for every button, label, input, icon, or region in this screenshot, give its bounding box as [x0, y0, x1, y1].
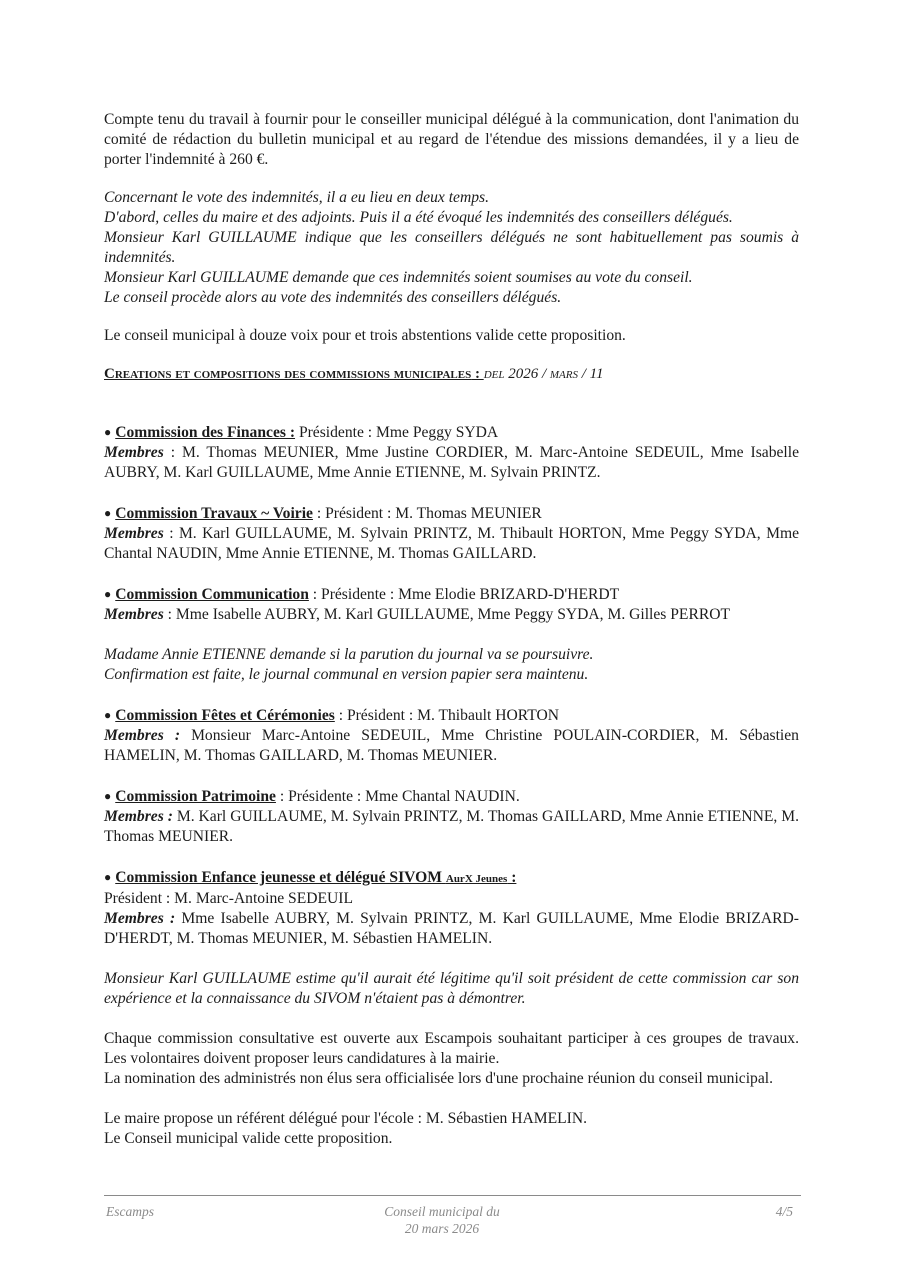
footer-center	[342, 1203, 542, 1237]
membres-label: Membres :	[104, 910, 176, 927]
membres-label: Membres	[104, 525, 164, 542]
bullet-icon: ●	[104, 425, 112, 439]
journal-note: Confirmation est faite, le journal communal en version papier sera maintenu.	[104, 666, 589, 683]
commission-travaux	[104, 503, 799, 564]
commission-title: Commission Patrimoine	[115, 788, 276, 805]
bullet-icon: ●	[104, 870, 112, 884]
indemnity-paragraph: Compte tenu du travail à fournir pour le conseiller municipal délégué à la communication, dont l'animation du comité de rédaction du bulletin municipal et au regard de l'étendue des missions demandées, il y a lieu de porter l'indemnité à 260 €.	[104, 111, 799, 168]
vote-note: Concernant le vote des indemnités, il a eu lieu en deux temps.	[104, 189, 489, 206]
membres-label: Membres	[104, 444, 164, 461]
guillaume-note: Monsieur Karl GUILLAUME estime qu'il aurait été légitime qu'il soit président de cette commission car son expérience et la connaissance du SIVOM n'étaient pas à démontrer.	[104, 970, 799, 1007]
membres-list: Mme Isabelle AUBRY, M. Sylvain PRINTZ, M. Karl GUILLAUME, Mme Elodie BRIZARD-D'HERDT, M. Thomas MEUNIER, M. Sébastien HAMELIN.	[104, 910, 799, 947]
commission-subtitle: AurX Jeunes	[445, 873, 508, 885]
journal-notes	[104, 645, 799, 685]
commission-finances	[104, 422, 799, 483]
page-number: 4/5	[775, 1204, 793, 1219]
commission-fetes	[104, 705, 799, 766]
vote-result: Le conseil municipal à douze voix pour et trois abstentions valide cette proposition.	[104, 327, 626, 344]
commission-title: Commission Fêtes et Cérémonies	[115, 707, 335, 724]
referent-line: Le Conseil municipal valide cette proposition.	[104, 1130, 393, 1147]
vote-note: D'abord, celles du maire et des adjoints. Puis il a été évoqué les indemnités des conseillers délégués.	[104, 209, 733, 226]
commission-title-end: :	[507, 869, 517, 886]
bullet-icon: ●	[104, 587, 112, 601]
commission-title: Commission des Finances :	[115, 424, 296, 441]
journal-note: Madame Annie ETIENNE demande si la parution du journal va se poursuivre.	[104, 646, 594, 663]
commission-head: : Présidente : Mme Chantal NAUDIN.	[275, 788, 520, 805]
closing-paragraph	[104, 1029, 799, 1089]
membres-list: : M. Karl GUILLAUME, M. Sylvain PRINTZ, M. Thibault HORTON, Mme Peggy SYDA, Mme Chantal NAUDIN, Mme Annie ETIENNE, M. Thomas GAILLARD.	[104, 525, 799, 562]
membres-list: Monsieur Marc-Antoine SEDEUIL, Mme Christine POULAIN-CORDIER, M. Sébastien HAMELIN, M. Thomas GAILLARD, M. Thomas MEUNIER.	[104, 727, 799, 764]
commission-enfance	[104, 867, 799, 949]
commission-title: Commission Enfance jeunesse et délégué SIVOM	[115, 869, 442, 886]
commission-head: : Président : M. Thomas MEUNIER	[312, 505, 542, 522]
membres-label: Membres :	[104, 727, 181, 744]
vote-notes	[104, 188, 799, 308]
section-colon: :	[471, 366, 484, 382]
vote-note: Le conseil procède alors au vote des indemnités des conseillers délégués.	[104, 289, 562, 306]
deliberation-ref: del 2026 / mars / 11	[483, 366, 604, 382]
commission-head: : Président : M. Thibault HORTON	[334, 707, 559, 724]
commission-title: Commission Communication	[115, 586, 309, 603]
footer-divider	[104, 1195, 801, 1196]
vote-note: Monsieur Karl GUILLAUME indique que les conseillers délégués ne sont habituellement pas soumis à indemnités.	[104, 229, 799, 266]
commission-head: : Présidente : Mme Elodie BRIZARD-D'HERDT	[308, 586, 620, 603]
vote-note: Monsieur Karl GUILLAUME demande que ces indemnités soient soumises au vote du conseil.	[104, 269, 693, 286]
commission-patrimoine	[104, 786, 799, 847]
section-heading	[104, 364, 799, 384]
membres-label: Membres	[104, 606, 164, 623]
section-title: Creations et compositions des commissions municipales	[104, 366, 472, 382]
footer-center-line: Conseil municipal du	[384, 1204, 500, 1219]
membres-list: : Mme Isabelle AUBRY, M. Karl GUILLAUME, Mme Peggy SYDA, M. Gilles PERROT	[163, 606, 731, 623]
commission-title: Commission Travaux ~ Voirie	[115, 505, 313, 522]
membres-list: : M. Thomas MEUNIER, Mme Justine CORDIER, M. Marc-Antoine SEDEUIL, Mme Isabelle AUBRY, M. Karl GUILLAUME, Mme Annie ETIENNE, M. Sylvain PRINTZ.	[104, 444, 799, 481]
commission-communication	[104, 584, 799, 625]
footer-left: Escamps	[106, 1204, 154, 1219]
membres-label: Membres :	[104, 808, 173, 825]
bullet-icon: ●	[104, 789, 112, 803]
closing-line: Chaque commission consultative est ouverte aux Escampois souhaitant participer à ces groupes de travaux. Les volontaires doivent proposer leurs candidatures à la mairie.	[104, 1030, 799, 1067]
bullet-icon: ●	[104, 506, 112, 520]
referent-paragraph	[104, 1109, 799, 1149]
document-body	[104, 110, 799, 1149]
membres-list: M. Karl GUILLAUME, M. Sylvain PRINTZ, M. Thomas GAILLARD, Mme Annie ETIENNE, M. Thomas MEUNIER.	[104, 808, 799, 845]
bullet-icon: ●	[104, 708, 112, 722]
closing-line: La nomination des administrés non élus sera officialisée lors d'une prochaine réunion du conseil municipal.	[104, 1070, 773, 1087]
referent-line: Le maire propose un référent délégué pour l'école : M. Sébastien HAMELIN.	[104, 1110, 588, 1127]
commission-head: Présidente : Mme Peggy SYDA	[298, 424, 499, 441]
commission-president: Président : M. Marc-Antoine SEDEUIL	[104, 890, 354, 907]
footer-center-line: 20 mars 2026	[404, 1221, 480, 1236]
